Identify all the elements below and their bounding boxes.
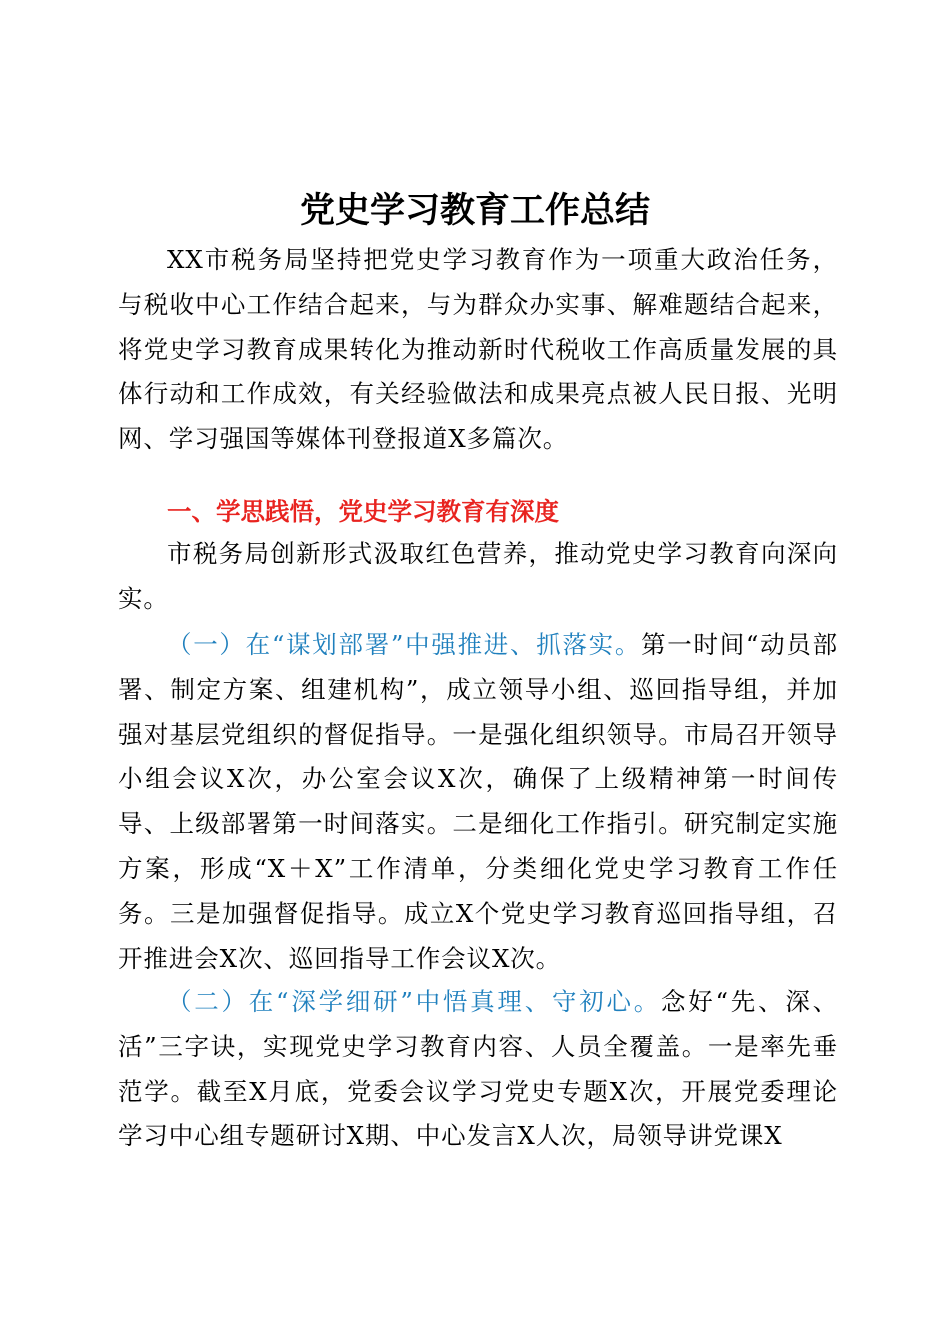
subsection-1-paragraph [118, 623, 838, 981]
subsection-1-heading: （一）在“谋划部署”中强推进、抓落实。 [167, 630, 642, 659]
subsection-2-body: 念好“先、深、活”三字诀，实现党史学习教育内容、人员全覆盖。一是率先垂范学。截至X月底，党委会议学习党史专题X次，开展党委理论学习中心组专题研讨X期、中心发言X人次，局领导讲党课X [118, 987, 838, 1151]
subsection-1-body: 第一时间“动员部署、制定方案、组建机构”，成立领导小组、巡回指导组，并加强对基层党组织的督促指导。一是强化组织领导。市局召开领导小组会议X次，办公室会议X次，确保了上级精神第一时间传导、上级部署第一时间落实。二是细化工作指引。研究制定实施方案，形成“X＋X”工作清单，分类细化党史学习教育工作任务。三是加强督促指导。成立X个党史学习教育巡回指导组，召开推进会X次、巡回指导工作会议X次。 [118, 630, 838, 973]
intro-paragraph: XX市税务局坚持把党史学习教育作为一项重大政治任务，与税收中心工作结合起来，与为群众办实事、解难题结合起来，将党史学习教育成果转化为推动新时代税收工作高质量发展的具体行动和工作成效，有关经验做法和成果亮点被人民日报、光明网、学习强国等媒体刊登报道X多篇次。 [118, 245, 838, 454]
section-1-heading: 一、学思践悟，党史学习教育有深度 [167, 497, 559, 526]
document-title: 党史学习教育工作总结 [299, 190, 650, 231]
section-1-lead-paragraph: 市税务局创新形式汲取红色营养，推动党史学习教育向深向实。 [118, 539, 838, 613]
subsection-2-paragraph [118, 980, 838, 1159]
subsection-2-heading: （二）在“深学细研”中悟真理、守初心。 [167, 987, 661, 1016]
